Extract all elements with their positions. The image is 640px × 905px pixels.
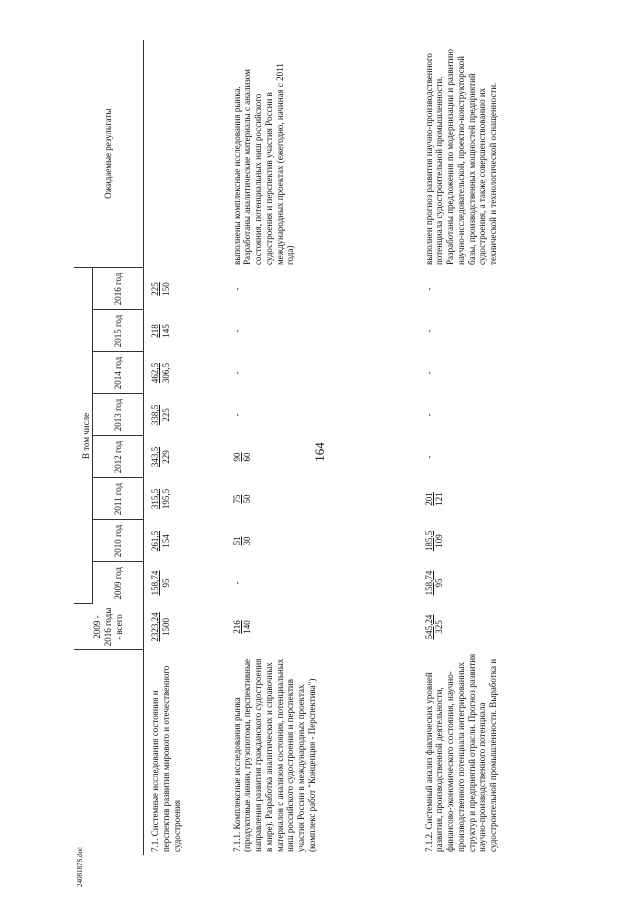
footer-filename: 2408187S.doc (76, 846, 84, 887)
year-cell (418, 436, 604, 478)
year-federal: 95 (160, 578, 171, 588)
year-federal: 150 (160, 282, 171, 296)
empty-dash: - (231, 413, 242, 417)
year-cell (418, 310, 604, 352)
total-value: 2323,24 (150, 612, 160, 642)
header-year: 2012 год (93, 436, 144, 478)
header-year: 2009 год (93, 562, 144, 604)
year-value: 343,5 (150, 446, 160, 468)
row-name: 7.1. Системные исследования состояния и перспектив развития мирового и отечественного судостроения (150, 665, 182, 852)
total-cell (226, 604, 418, 650)
empty-dash: - (231, 371, 242, 375)
year-cell (144, 436, 226, 478)
header-year: 2016 год (93, 268, 144, 310)
empty-dash: - (231, 581, 242, 585)
total-cell (418, 604, 604, 650)
empty-dash: - (423, 371, 434, 375)
header-year: 2011 год (93, 478, 144, 520)
year-value: 75 (231, 494, 242, 504)
budget-table-frame (74, 40, 604, 855)
header-year: 2010 год (93, 520, 144, 562)
year-cell (226, 436, 418, 478)
year-value: 90 (231, 452, 242, 462)
year-cell (144, 394, 226, 436)
empty-dash: - (423, 455, 434, 459)
total-cell (144, 604, 226, 650)
year-value: 315,5 (150, 488, 160, 510)
year-value: 201 (423, 492, 434, 506)
header-row-top (74, 40, 93, 855)
year-cell (226, 268, 418, 310)
empty-dash: - (423, 287, 434, 291)
table-row (418, 40, 604, 855)
header-subgroup: В том числе (74, 268, 93, 604)
empty-dash: - (423, 413, 434, 417)
header-year: 2013 год (93, 394, 144, 436)
year-federal: 30 (242, 536, 253, 546)
year-federal: 95 (434, 578, 445, 588)
header-name (74, 650, 144, 855)
row-result: выполнен прогноз развития научно-производственного потенциала судостроительной промышленности. Разработаны предложения по модернизации и развитию научно-исследовательской, проектно-конструкторской базы, производственных мощностей предприятий судостроения, а также совершенствованию их технической и технологической оснащенности. (423, 49, 499, 265)
year-cell (144, 310, 226, 352)
page-number: 164 (312, 442, 327, 462)
empty-dash: - (231, 287, 242, 291)
year-federal: 225 (160, 408, 171, 422)
header-year: 2014 год (93, 352, 144, 394)
row-result: выполнены комплексные исследования рынка. Разработаны аналитические материалы с анализом состояния, потенциальных ниш российского судостроения и перспектив участия России в международных проектах (ежегодно, начиная с 2011 года) (231, 63, 296, 265)
year-federal: 195,5 (160, 488, 171, 510)
empty-dash: - (231, 329, 242, 333)
year-cell (144, 562, 226, 604)
year-federal: 306,5 (160, 362, 171, 384)
header-results: Ожидаемые результаты (74, 40, 144, 268)
year-federal: 109 (434, 534, 445, 548)
total-value: 545,24 (423, 614, 434, 640)
year-federal: 229 (160, 450, 171, 464)
year-cell (226, 478, 418, 520)
row-name: 7.1.1. Комплексные исследования рынка (продуктовые линии, грузопотоки, перспективные направления развития гражданского судостроения в мире). Разработка аналитических и справочных материалов с анализом состояния, потенциальных ниш российского судостроения и перспектив участия России в международных проектах (комплекс работ "Концепция - Перспектива") (231, 658, 318, 852)
year-cell (226, 310, 418, 352)
year-cell (144, 520, 226, 562)
budget-table (74, 40, 604, 855)
year-cell (226, 562, 418, 604)
year-cell (144, 478, 226, 520)
year-federal: 154 (160, 534, 171, 548)
year-federal: 50 (242, 494, 253, 504)
empty-dash: - (423, 329, 434, 333)
total-federal: 325 (434, 620, 445, 634)
table-row (226, 40, 418, 855)
year-value: 51 (231, 536, 242, 546)
year-cell (418, 562, 604, 604)
year-value: 338,5 (150, 404, 160, 426)
year-cell (144, 352, 226, 394)
header-total: 2009 - 2016 годы - всего (74, 604, 144, 650)
year-federal: 145 (160, 324, 171, 338)
year-cell (418, 268, 604, 310)
year-cell (226, 520, 418, 562)
year-cell (418, 520, 604, 562)
year-value: 158,74 (423, 570, 434, 596)
row-result (144, 40, 226, 268)
year-value: 158,74 (150, 570, 160, 596)
total-federal: 1500 (160, 618, 171, 636)
year-value: 261,5 (150, 530, 160, 552)
year-value: 218 (150, 324, 160, 338)
year-value: 225 (150, 282, 160, 296)
total-value: 216 (231, 620, 242, 634)
year-federal: 121 (434, 492, 445, 506)
header-year: 2015 год (93, 310, 144, 352)
year-cell (226, 352, 418, 394)
year-value: 185,5 (423, 530, 434, 552)
year-value: 462,5 (150, 362, 160, 384)
row-name: 7.1.2. Системный анализ фактических уровней развития, производственной деятельности, финансово-экономического состояния, научно-производственного потенциала интегрированных структур и предприятий отрасли. Прогноз развития научно-производственного потенциала судостроительной промышленности. Выработка и (423, 653, 499, 852)
year-cell (418, 352, 604, 394)
year-federal: 60 (242, 452, 253, 462)
year-cell (418, 394, 604, 436)
year-cell (144, 268, 226, 310)
year-cell (226, 394, 418, 436)
table-row (144, 40, 226, 855)
total-federal: 140 (242, 620, 253, 634)
year-cell (418, 478, 604, 520)
